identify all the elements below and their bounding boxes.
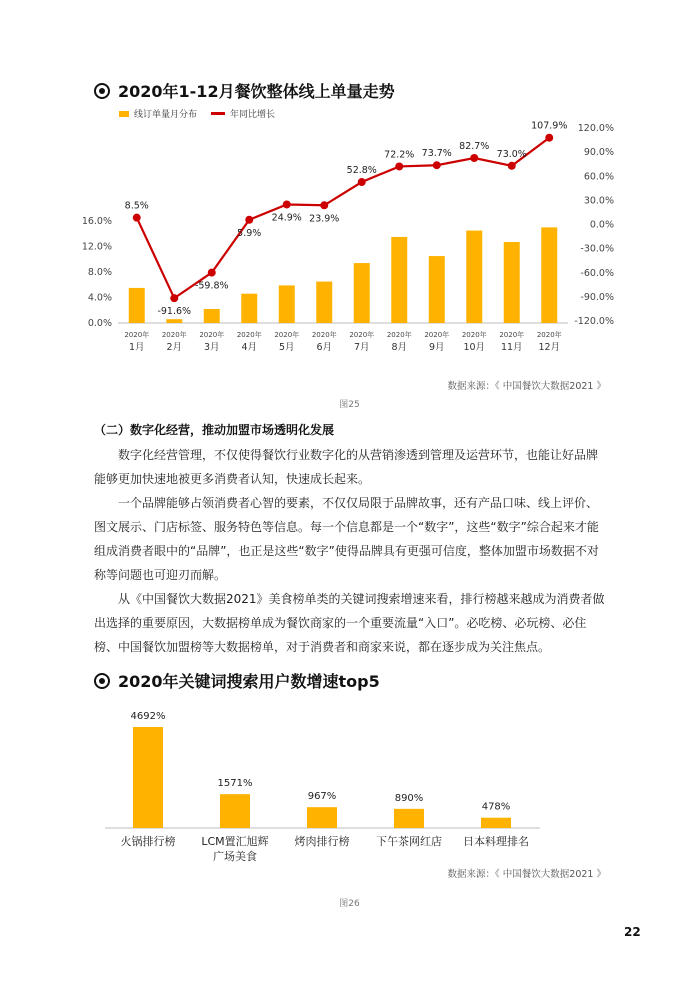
x-tick-label: 6月 [316,342,333,353]
chart1-caption: 图25 [339,400,360,410]
y-left-tick-label: 4.0% [87,292,112,304]
chart1-title [94,79,395,102]
x-tick-year-label: 2020年 [461,331,487,339]
growth-data-label: 23.9% [309,213,340,225]
growth-point [320,201,328,209]
bar [241,294,257,323]
y-right-tick-label: 30.0% [583,195,614,207]
x-tick-year-label: 2020年 [199,331,225,339]
y-right-tick-label: -90.0% [580,291,614,303]
bar [354,263,370,323]
x-tick-label: 烤肉排行榜 [294,835,350,848]
y-left-tick-label: 0.0% [87,318,112,329]
x-tick-label: 1月 [128,342,145,353]
x-tick-label: 2月 [166,342,183,353]
paragraph-1: 数字化经营管理，不仅使得餐饮行业数字化的从营销渗透到管理及运营环节，也能让好品牌能够更加快速地被更多消费者认知，快速成长起来。 [94,448,599,486]
paragraph-3: 从《中国餐饮大数据2021》美食榜单类的关键词搜索增速来看，排行榜越来越成为消费者做出选择的重要原因，大数据榜单成为餐饮商家的一个重要流量“入口”。必吃榜、必玩榜、必住榜、中国餐饮加盟榜等大数据榜单，对于消费者和商家来说，都在逐步成为关注焦点。 [94,592,605,654]
bar [166,319,182,323]
growth-data-label: 8.5% [124,200,149,212]
chart2-plot [0,700,699,865]
x-tick-label: 广场美食 [213,850,257,863]
growth-data-label: 73.7% [421,148,452,160]
section-heading: （二）数字化经营，推动加盟市场透明化发展 [94,423,335,437]
bar [129,288,145,323]
x-tick-label: 下午茶网红店 [376,835,442,848]
chart2-title-text: 2020年关键词搜索用户数增速top5 [118,672,380,691]
y-left-tick-label: 16.0% [81,216,112,227]
growth-point [208,269,216,277]
bar [504,242,520,323]
x-tick-label: LCM置汇旭辉 [201,835,269,848]
y-right-tick-label: -120.0% [574,316,614,327]
growth-data-label: -59.8% [194,280,229,292]
bar [541,227,557,323]
y-right-tick-label: -30.0% [580,243,614,255]
x-tick-label: 3月 [203,342,220,353]
bar [307,807,337,828]
growth-data-label: -91.6% [157,306,192,318]
growth-data-label: 73.0% [496,148,527,160]
bar-data-label: 1571% [217,778,253,790]
chart1-plot [0,118,699,363]
x-tick-label: 10月 [463,342,486,353]
x-tick-year-label: 2020年 [311,331,337,339]
target-icon [94,673,110,689]
legend-line-label: 年同比增长 [230,110,276,120]
y-right-tick-label: -60.0% [580,267,614,279]
y-right-tick-label: 120.0% [577,123,614,134]
growth-point [508,162,516,170]
x-tick-label: 4月 [241,342,258,353]
x-tick-year-label: 2020年 [499,331,525,339]
growth-point [358,178,366,186]
x-tick-label: 9月 [428,342,445,353]
x-tick-year-label: 2020年 [424,331,450,339]
bar [394,809,424,828]
growth-data-label: 82.7% [459,140,490,152]
bar-data-label: 890% [394,792,424,804]
bar-data-label: 478% [481,801,511,813]
growth-data-label: 107.9% [531,120,568,132]
growth-point [433,161,441,169]
growth-data-label: 52.8% [346,165,377,177]
legend-bar-label: 线订单量月分布 [134,110,198,120]
page-number: 22 [624,925,641,939]
legend-bar-swatch [119,111,129,117]
x-tick-label: 5月 [278,342,295,353]
bar-data-label: 967% [307,791,337,803]
bar [220,794,250,828]
bar [466,231,482,323]
chart1-title-text: 2020年1-12月餐饮整体线上单量走势 [118,82,395,101]
growth-point [545,134,553,142]
x-tick-label: 日本料理排名 [463,835,529,848]
target-icon [94,83,110,99]
x-tick-label: 火锅排行榜 [120,835,176,848]
growth-point [133,214,141,222]
growth-line [137,138,550,298]
bar [481,818,511,828]
bar [391,237,407,323]
x-tick-year-label: 2020年 [161,331,187,339]
bar [316,282,332,323]
x-tick-year-label: 2020年 [349,331,375,339]
bar-data-label: 4692% [130,711,166,722]
growth-point [395,162,403,170]
growth-point [245,216,253,224]
chart2-source: 数据来源：《 中国餐饮大数据2021 》 [447,869,606,880]
chart1-source: 数据来源：《 中国餐饮大数据2021 》 [447,381,606,392]
growth-data-label: 5.9% [237,227,262,239]
growth-point [470,154,478,162]
legend-line-swatch [211,112,225,115]
bar [279,285,295,323]
y-right-tick-label: 0.0% [589,219,614,231]
growth-data-label: 72.2% [384,149,415,161]
y-right-tick-label: 60.0% [583,171,614,183]
bar [429,256,445,323]
bar [133,727,163,828]
bar [204,309,220,323]
x-tick-label: 11月 [500,342,523,353]
y-left-tick-label: 8.0% [87,267,112,278]
x-tick-label: 7月 [353,342,370,353]
x-tick-year-label: 2020年 [124,331,150,339]
y-left-tick-label: 12.0% [81,241,112,253]
growth-data-label: 24.9% [271,212,302,224]
paragraph-2: 一个品牌能够占领消费者心智的要素，不仅仅局限于品牌故事，还有产品口味、线上评价、图文展示、门店标签、服务特色等信息。每一个信息都是一个“数字”，这些“数字”综合起来才能组成消费者眼中的“品牌”，也正是这些“数字”使得品牌具有更强可信度，整体加盟市场数据不对称等问题也可迎刃而解。 [94,496,599,582]
x-tick-year-label: 2020年 [536,331,562,339]
x-tick-year-label: 2020年 [274,331,300,339]
x-tick-year-label: 2020年 [236,331,262,339]
x-tick-label: 12月 [538,342,561,353]
growth-point [170,294,178,302]
x-tick-label: 8月 [391,342,408,353]
y-right-tick-label: 90.0% [583,147,614,159]
growth-point [283,200,291,208]
chart2-title [94,669,380,692]
x-tick-year-label: 2020年 [386,331,412,339]
chart2-caption: 图26 [339,899,360,909]
